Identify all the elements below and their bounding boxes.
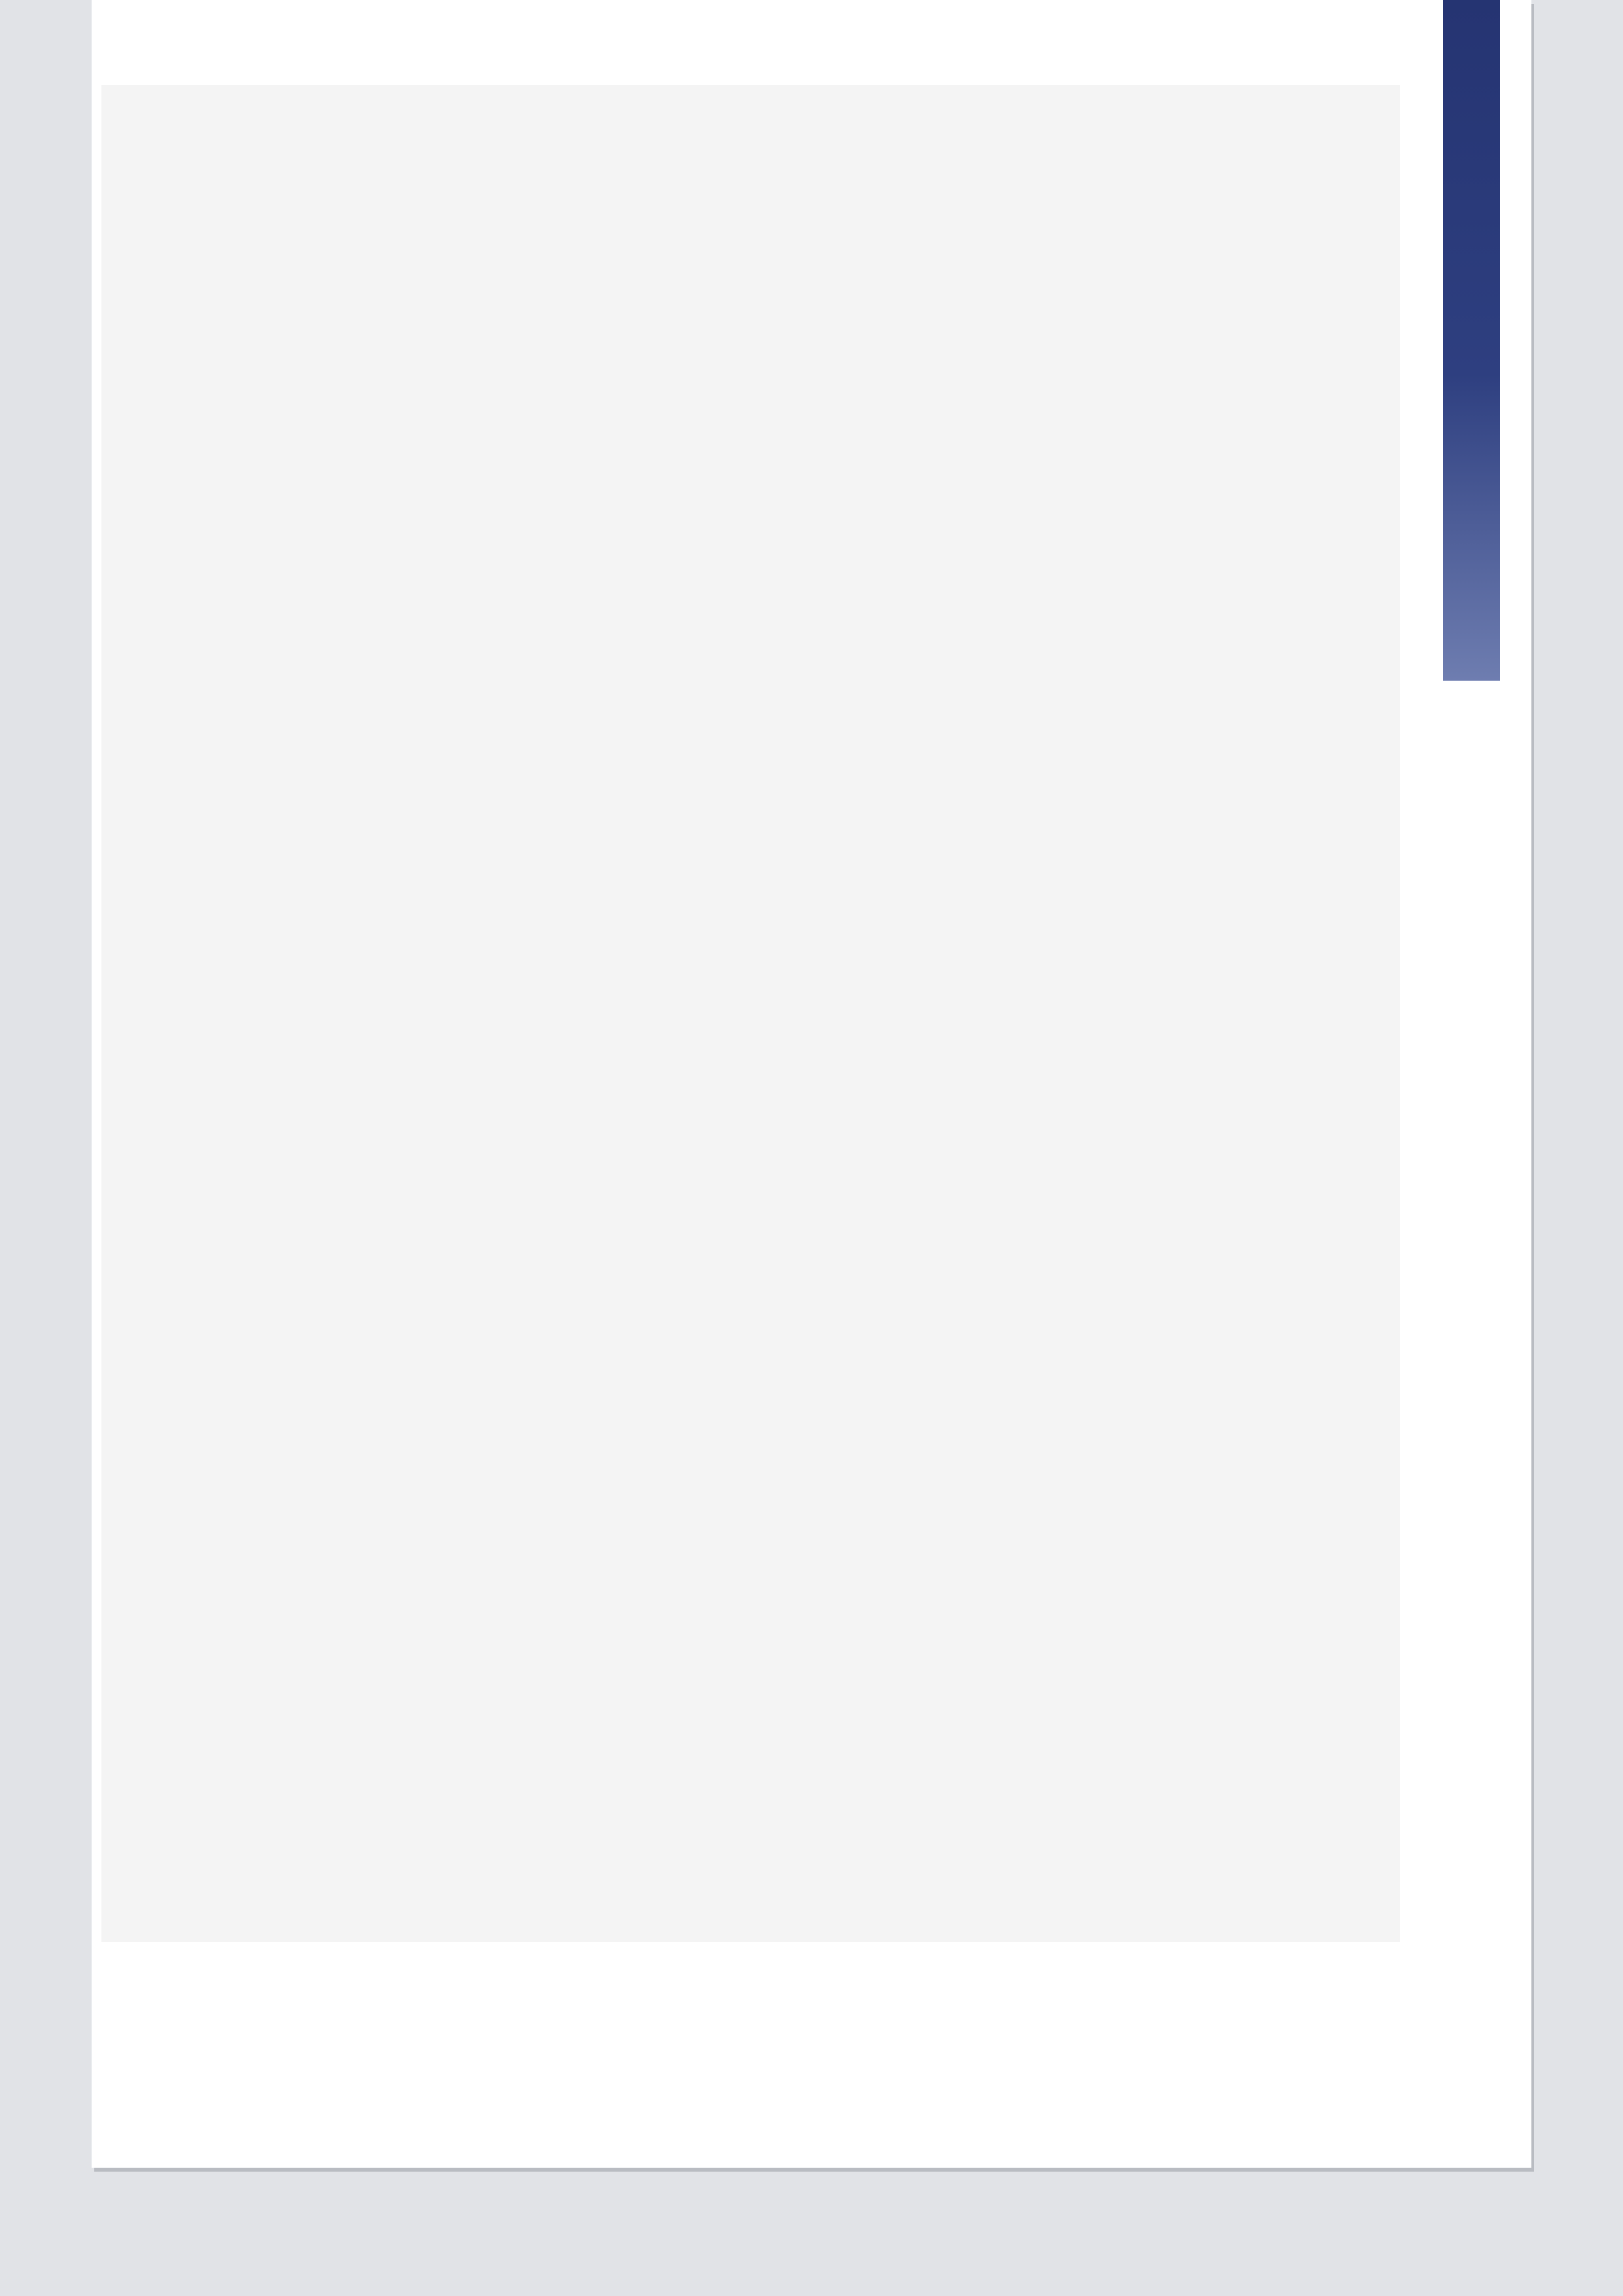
results-table: [101, 85, 1400, 1942]
side-banner: [1443, 0, 1500, 681]
